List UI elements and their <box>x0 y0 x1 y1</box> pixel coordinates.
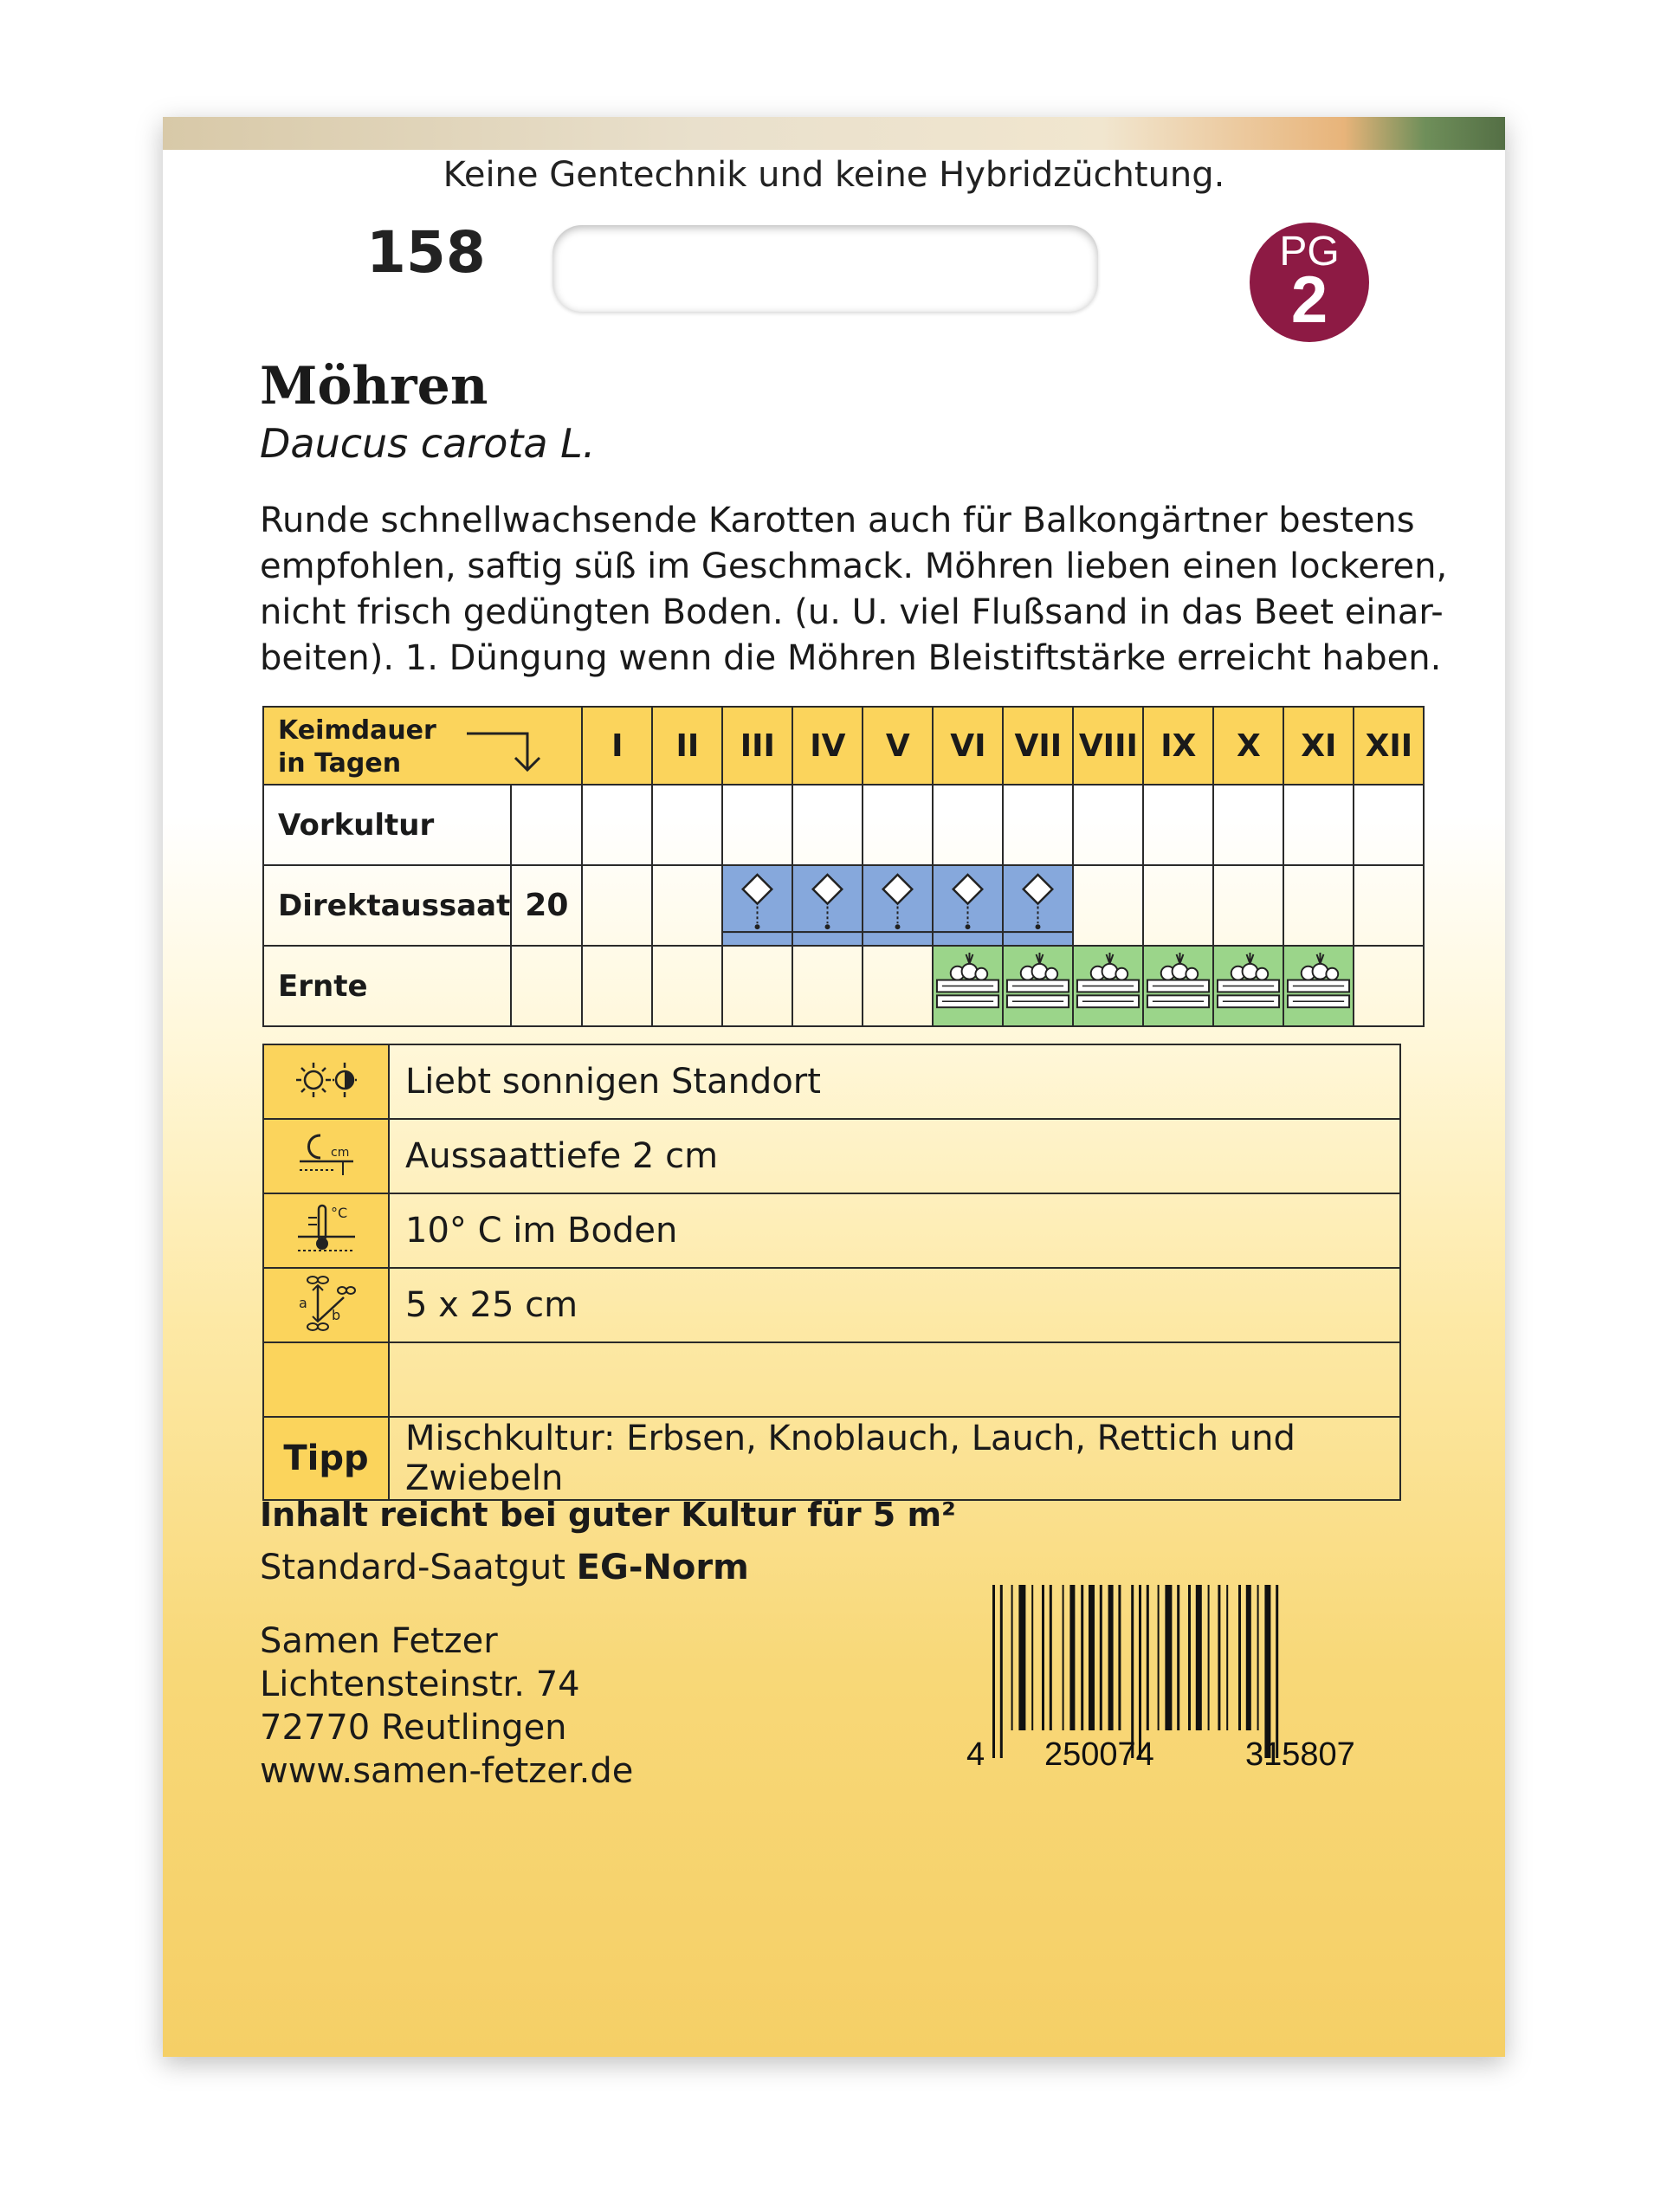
address-line: www.samen-fetzer.de <box>260 1751 634 1791</box>
spacing-label-b: b <box>331 1307 340 1323</box>
calendar-month-cell <box>582 785 652 865</box>
info-icon-cell <box>263 1268 389 1342</box>
tip-label: Tipp <box>263 1417 389 1500</box>
seed-bag-icon <box>793 866 862 945</box>
calendar-month-cell <box>1143 865 1213 946</box>
barcode-bar <box>1000 1585 1003 1758</box>
barcode-bar <box>1050 1585 1052 1730</box>
keimdauer-label: in Tagen <box>278 748 402 779</box>
calendar-row <box>263 785 1424 865</box>
info-text <box>389 1342 1400 1417</box>
sowing-depth-unit: cm <box>330 1146 349 1160</box>
barcode-bar <box>1089 1585 1095 1730</box>
seed-bag-icon <box>723 866 792 945</box>
pg-badge <box>1250 223 1369 342</box>
calendar-row-label: Direktaussaat <box>263 865 511 946</box>
barcode-bar <box>1081 1585 1083 1730</box>
plant-spacing-icon <box>294 1273 359 1334</box>
tip-row <box>263 1417 1400 1500</box>
article-number: 158 <box>366 219 486 286</box>
sowing-month-cell <box>792 865 863 946</box>
calendar-row-label: Ernte <box>263 946 511 1026</box>
seed-norm <box>260 1548 749 1587</box>
pg-badge-top: PG <box>1279 229 1340 275</box>
month-header: III <box>722 707 792 785</box>
sowing-depth-icon <box>294 1128 359 1180</box>
barcode-bar <box>1158 1585 1160 1730</box>
packet-top-strip <box>163 117 1505 150</box>
calendar-row-label: Vorkultur <box>263 785 511 865</box>
month-header: X <box>1213 707 1283 785</box>
sun-partial-shade-icon <box>294 1059 359 1101</box>
description-line: beiten). 1. Düngung wenn die Möhren Bleistiftstärke erreicht haben. <box>260 638 1442 678</box>
barcode-bar <box>1011 1585 1013 1730</box>
barcode-bar <box>1188 1585 1191 1730</box>
soil-temperature-icon <box>294 1202 359 1256</box>
month-header: VI <box>933 707 1003 785</box>
seed-bag-icon <box>934 866 1002 945</box>
harvest-month-cell <box>1213 946 1283 1026</box>
month-header: VIII <box>1073 707 1143 785</box>
barcode-bar <box>1018 1585 1025 1730</box>
barcode-group-right: 315807 <box>1245 1736 1355 1773</box>
harvest-month-cell <box>1073 946 1143 1026</box>
barcode-bar <box>1208 1585 1210 1730</box>
barcode-bars <box>992 1585 1278 1758</box>
product-title: Möhren <box>260 356 488 417</box>
spacing-label-a: a <box>298 1295 307 1311</box>
month-header: II <box>652 707 722 785</box>
calendar-month-cell <box>1213 865 1283 946</box>
calendar-month-cell <box>1354 865 1424 946</box>
harvest-crate-icon <box>1284 947 1353 1025</box>
info-row <box>263 1044 1400 1119</box>
calendar-month-cell <box>1354 785 1424 865</box>
address-line: Samen Fetzer <box>260 1621 498 1661</box>
gmo-notice: Keine Gentechnik und keine Hybridzüchtung. <box>443 155 1225 195</box>
barcode-bar <box>1139 1585 1141 1758</box>
hanging-hole <box>552 225 1098 312</box>
calendar-month-cell <box>652 785 722 865</box>
calendar-month-cell <box>582 865 652 946</box>
norm-bold: EG-Norm <box>576 1548 749 1587</box>
barcode-bar <box>1063 1585 1064 1730</box>
temperature-unit: °C <box>330 1205 347 1221</box>
barcode-bar <box>1131 1585 1134 1758</box>
pg-badge-number: 2 <box>1290 263 1328 337</box>
barcode-bar <box>1165 1585 1172 1730</box>
barcode-bar <box>1246 1585 1251 1730</box>
info-text: Aussaattiefe 2 cm <box>389 1119 1400 1193</box>
sowing-month-cell <box>863 865 933 946</box>
description-line: Runde schnellwachsende Karotten auch für Balkongärtner bestens <box>260 501 1415 540</box>
info-row <box>263 1268 1400 1342</box>
barcode-bar <box>1264 1585 1270 1758</box>
barcode-bar <box>1042 1585 1044 1730</box>
barcode-bar <box>1118 1585 1121 1730</box>
harvest-crate-icon <box>1074 947 1142 1025</box>
info-row <box>263 1119 1400 1193</box>
harvest-crate-icon <box>1214 947 1283 1025</box>
harvest-crate-icon <box>934 947 1002 1025</box>
description-line: nicht frisch gedüngten Boden. (u. U. viel Flußsand in das Beet einar- <box>260 592 1444 632</box>
company-address <box>260 1619 633 1793</box>
info-row <box>263 1193 1400 1268</box>
barcode-bar <box>1108 1585 1114 1730</box>
sowing-calendar <box>262 706 1425 1027</box>
calendar-month-cell <box>863 946 933 1026</box>
seed-bag-icon <box>1004 866 1072 945</box>
sowing-month-cell <box>1003 865 1073 946</box>
info-row <box>263 1342 1400 1417</box>
calendar-month-cell <box>722 946 792 1026</box>
harvest-month-cell <box>1143 946 1213 1026</box>
barcode-bar <box>992 1585 995 1758</box>
info-text: 5 x 25 cm <box>389 1268 1400 1342</box>
barcode-bar <box>1100 1585 1102 1730</box>
month-header: I <box>582 707 652 785</box>
calendar-month-cell <box>1283 865 1354 946</box>
harvest-month-cell <box>1283 946 1354 1026</box>
seed-packet <box>163 117 1505 2057</box>
harvest-month-cell <box>1003 946 1073 1026</box>
harvest-crate-icon <box>1004 947 1072 1025</box>
info-icon-cell <box>263 1193 389 1268</box>
keimdauer-label: Keimdauer <box>278 715 436 746</box>
calendar-month-cell <box>1143 785 1213 865</box>
info-icon-cell <box>263 1119 389 1193</box>
calendar-month-cell <box>582 946 652 1026</box>
coverage-text: Inhalt reicht bei guter Kultur für 5 m² <box>260 1496 956 1534</box>
calendar-month-cell <box>1283 785 1354 865</box>
barcode-group-left: 250074 <box>1044 1736 1154 1773</box>
month-header: IV <box>792 707 863 785</box>
calendar-month-cell <box>652 865 722 946</box>
ean-barcode <box>960 1585 1410 1775</box>
barcode-bar <box>1218 1585 1220 1730</box>
harvest-crate-icon <box>1144 947 1212 1025</box>
sowing-month-cell <box>933 865 1003 946</box>
barcode-bar <box>1196 1585 1202 1730</box>
calendar-month-cell <box>1073 865 1143 946</box>
keimdauer-value <box>511 946 582 1026</box>
barcode-bar <box>1238 1585 1241 1730</box>
info-text: Liebt sonnigen Standort <box>389 1044 1400 1119</box>
month-header: XII <box>1354 707 1424 785</box>
description-line: empfohlen, saftig süß im Geschmack. Möhren lieben einen lockeren, <box>260 546 1448 586</box>
seed-bag-icon <box>863 866 932 945</box>
sowing-month-cell <box>722 865 792 946</box>
calendar-month-cell <box>1213 785 1283 865</box>
calendar-month-cell <box>863 785 933 865</box>
keimdauer-value: 20 <box>511 865 582 946</box>
month-header: IX <box>1143 707 1213 785</box>
calendar-month-cell <box>722 785 792 865</box>
calendar-month-cell <box>1073 785 1143 865</box>
barcode-bar <box>1177 1585 1179 1730</box>
calendar-month-cell <box>652 946 722 1026</box>
norm-prefix: Standard-Saatgut <box>260 1548 577 1587</box>
barcode-bar <box>1226 1585 1228 1730</box>
month-header: XI <box>1283 707 1354 785</box>
info-icon-cell <box>263 1342 389 1417</box>
keimdauer-value <box>511 785 582 865</box>
calendar-month-cell <box>933 785 1003 865</box>
product-latin-name: Daucus carota L. <box>260 420 596 467</box>
calendar-month-cell <box>1003 785 1073 865</box>
product-description <box>260 498 1448 682</box>
barcode-bar <box>1257 1585 1259 1730</box>
month-header: VII <box>1003 707 1073 785</box>
calendar-month-cell <box>1354 946 1424 1026</box>
calendar-row <box>263 865 1424 946</box>
calendar-month-cell <box>792 785 863 865</box>
barcode-bar <box>1276 1585 1278 1758</box>
harvest-month-cell <box>933 946 1003 1026</box>
calendar-row <box>263 946 1424 1026</box>
tip-text: Mischkultur: Erbsen, Knoblauch, Lauch, Rettich und Zwiebeln <box>389 1417 1400 1500</box>
barcode-bar <box>1147 1585 1149 1730</box>
barcode-bar <box>1031 1585 1033 1730</box>
barcode-digit-first: 4 <box>966 1736 985 1773</box>
calendar-month-cell <box>792 946 863 1026</box>
barcode-bar <box>1069 1585 1075 1730</box>
address-line: Lichtensteinstr. 74 <box>260 1665 580 1704</box>
info-text: 10° C im Boden <box>389 1193 1400 1268</box>
growing-info-table <box>262 1044 1401 1501</box>
calendar-header-row <box>263 707 1424 785</box>
address-line: 72770 Reutlingen <box>260 1708 567 1748</box>
month-header: V <box>863 707 933 785</box>
down-arrow-icon <box>465 727 548 775</box>
info-icon-cell <box>263 1044 389 1119</box>
keimdauer-header <box>263 707 582 785</box>
